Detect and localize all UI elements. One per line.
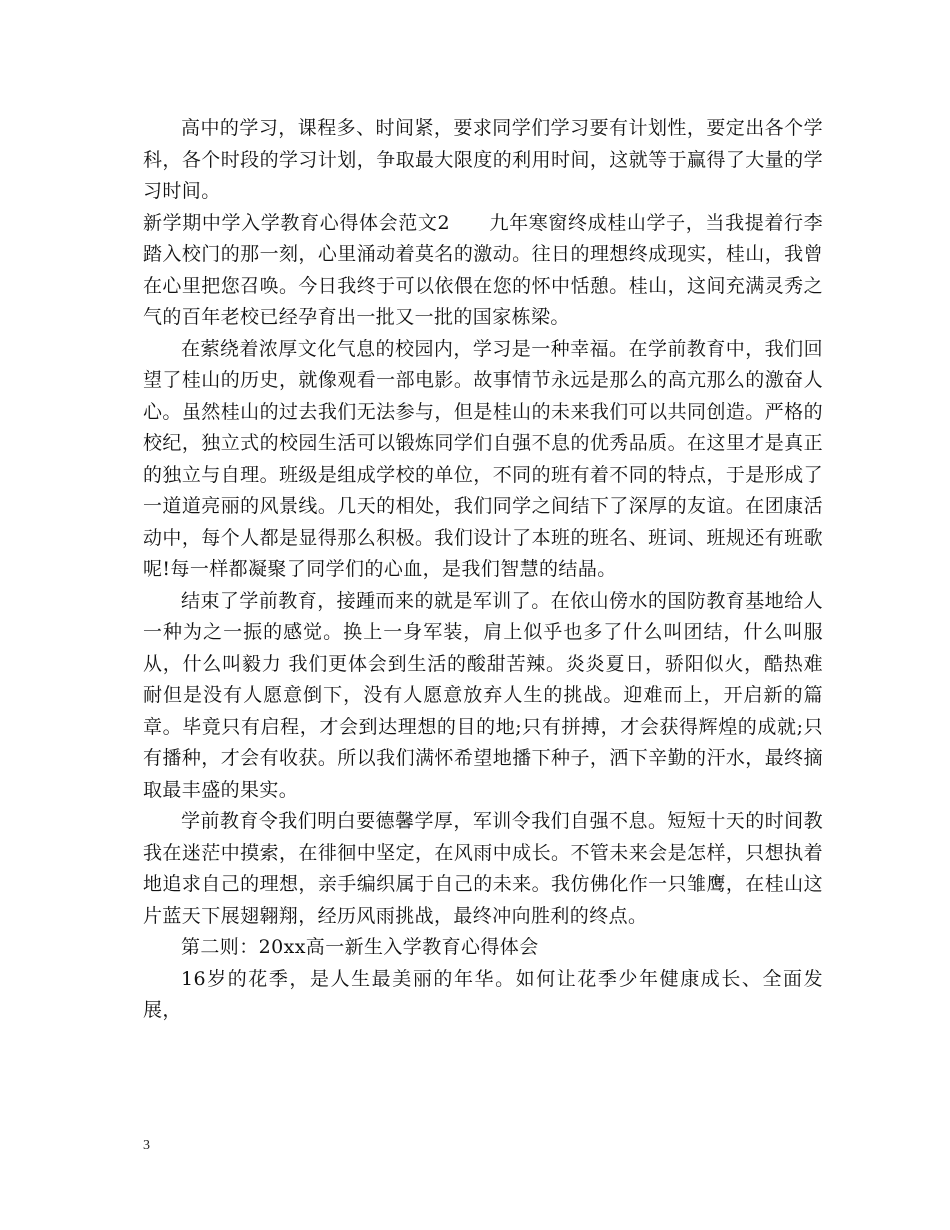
section-heading: 第二则：20xx高一新生入学教育心得体会 [181, 936, 539, 958]
paragraph-4: 结束了学前教育，接踵而来的就是军训了。在依山傍水的国防教育基地给人一种为之一振的感觉。换上一身军装，肩上似乎也多了什么叫团结，什么叫服从，什么叫毅力 我们更体会到生活的酸甜苦辣。炎炎夏日，骄阳似火，酷热难耐但是没有人愿意倒下，没有人愿意放弃人生的挑战。迎难而上，开启新的篇章。毕竟只有启程，才会到达理想的目的地;只有拼搏，才会获得辉煌的成就;只有播种，才会有收获。所以我们满怀希望地播下种子，洒下辛勤的汗水，最终摘取最丰盛的果实。 [143, 589, 823, 801]
paragraph-1: 高中的学习，课程多、时间紧，要求同学们学习要有计划性，要定出各个学科，各个时段的学习计划，争取最大限度的利用时间，这就等于赢得了大量的学习时间。 [143, 117, 823, 202]
body-text [143, 113, 823, 1027]
paragraph-7: 16岁的花季，是人生最美丽的年华。如何让花季少年健康成长、全面发展， [143, 967, 823, 1021]
page-number: 3 [143, 1138, 150, 1153]
paragraph-3: 在萦绕着浓厚文化气息的校园内，学习是一种幸福。在学前教育中，我们回望了桂山的历史，就像观看一部电影。故事情节永远是那么的高亢那么的激奋人心。虽然桂山的过去我们无法参与，但是桂山的未来我们可以共同创造。严格的校纪，独立式的校园生活可以锻炼同学们自强不息的优秀品质。在这里才是真正的独立与自理。班级是组成学校的单位，不同的班有着不同的特点，于是形成了一道道亮丽的风景线。几天的相处，我们同学之间结下了深厚的友谊。在团康活动中，每个人都是显得那么积极。我们设计了本班的班名、班词、班规还有班歌呢!每一样都凝聚了同学们的心血，是我们智慧的结晶。 [143, 337, 823, 580]
paragraph-2: 新学期中学入学教育心得体会范文2 九年寒窗终成桂山学子，当我提着行李踏入校门的那一刻，心里涌动着莫名的激动。往日的理想终成现实，桂山，我曾在心里把您召唤。今日我终于可以依偎在您的怀中恬憩。桂山，这间充满灵秀之气的百年老校已经孕育出一批又一批的国家栋梁。 [143, 211, 823, 328]
paragraph-5: 学前教育令我们明白要德馨学厚，军训令我们自强不息。短短十天的时间教我在迷茫中摸索，在徘徊中坚定，在风雨中成长。不管未来会是怎样，只想执着地追求自己的理想，亲手编织属于自己的未来。我仿佛化作一只雏鹰，在桂山这片蓝天下展翅翱翔，经历风雨挑战，最终冲向胜利的终点。 [143, 810, 823, 927]
